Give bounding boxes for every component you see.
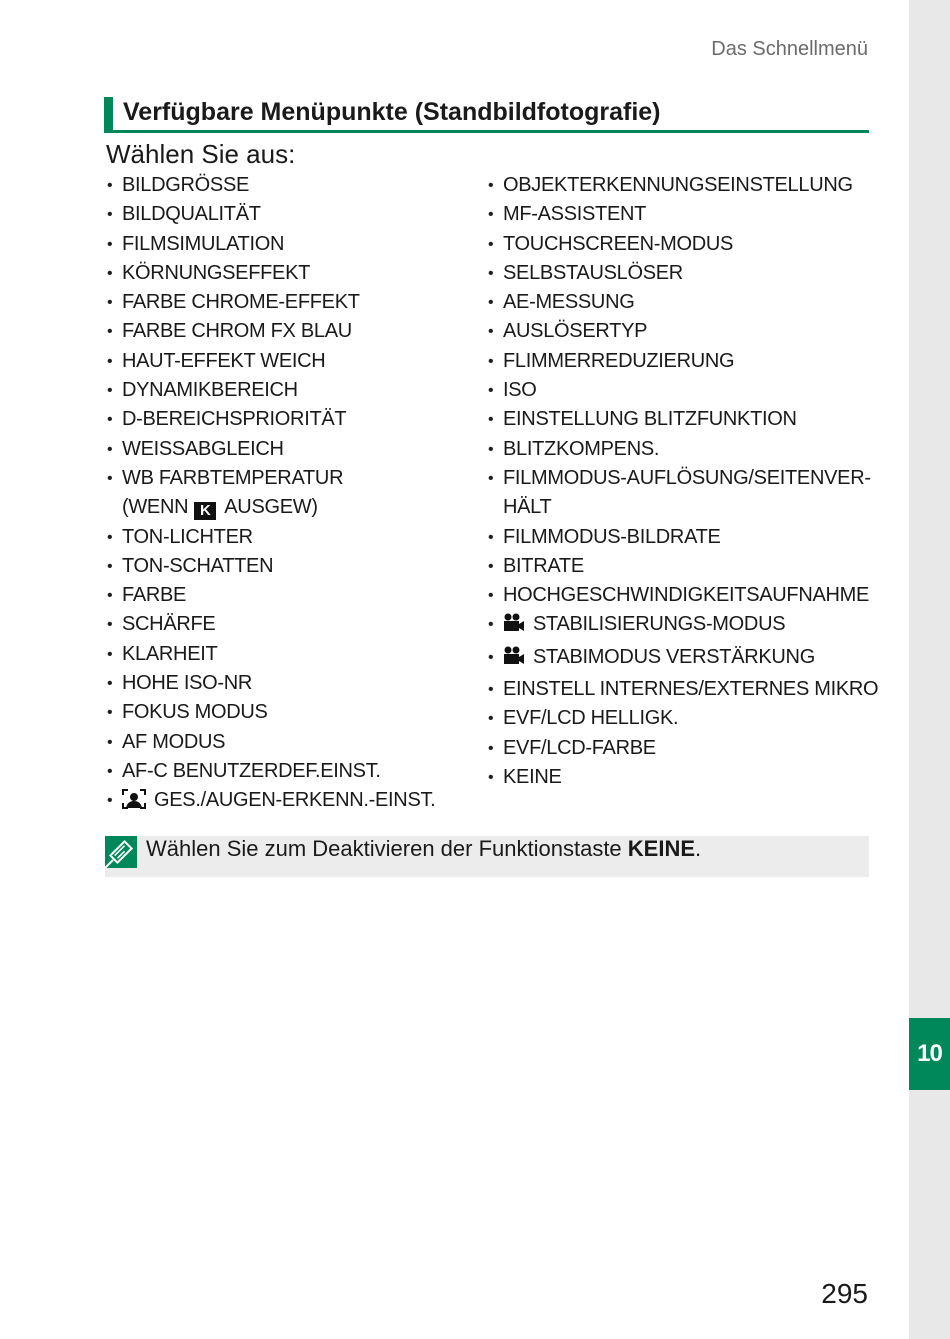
- note-pencil-icon: [105, 836, 137, 868]
- side-strip: [909, 0, 950, 1339]
- list-item: • AE-MESSUNG: [488, 291, 635, 314]
- kelvin-badge-icon: K: [194, 502, 216, 520]
- list-item: • FILMMODUS-AUFLÖSUNG/SEITENVER-: [488, 466, 871, 489]
- chapter-tab: 10: [909, 1018, 950, 1090]
- list-item: • KEINE: [488, 765, 562, 788]
- list-item: • FARBE CHROME-EFFEKT: [107, 291, 360, 314]
- list-item: • KLARHEIT: [107, 642, 218, 665]
- list-item-continuation: (WENN K AUSGEW): [122, 496, 318, 520]
- list-item: • EVF/LCD-FARBE: [488, 736, 656, 759]
- left-item-list: [106, 171, 476, 819]
- list-item: • MF-ASSISTENT: [488, 203, 647, 226]
- list-item: • DYNAMIKBEREICH: [107, 379, 298, 402]
- list-item-continuation: HÄLT: [503, 496, 552, 519]
- list-item: • TON-LICHTER: [107, 525, 253, 548]
- page-number: 295: [821, 1278, 868, 1309]
- list-item: • AF MODUS: [107, 730, 226, 753]
- note-emphasis: KEINE: [627, 836, 696, 861]
- movie-camera-icon: [503, 613, 525, 642]
- list-item: • KÖRNUNGSEFFEKT: [107, 261, 311, 284]
- list-item: • STABILISIERUNGS-MODUS: [487, 610, 882, 642]
- list-item: • FILMSIMULATION: [107, 232, 285, 255]
- list-item: • ISO: [488, 379, 537, 402]
- list-item: • FARBE: [107, 584, 187, 607]
- list-item: • FARBE CHROM FX BLAU: [107, 320, 352, 343]
- list-item: • AF-C BENUTZERDEF.EINST.: [107, 759, 381, 782]
- list-item: • SCHÄRFE: [107, 613, 216, 636]
- list-item: • SELBSTAUSLÖSER: [488, 261, 683, 284]
- list-item: • WB FARBTEMPERATUR: [107, 466, 344, 489]
- lead-text: Wählen Sie aus:: [106, 139, 296, 169]
- list-item: • FILMMODUS-BILDRATE: [488, 525, 721, 548]
- list-item: • BILDQUALITÄT: [107, 203, 261, 226]
- list-item: • BILDGRÖSSE: [107, 174, 250, 196]
- list-item: • GES./AUGEN-ERKENN.-EINST.: [106, 786, 476, 818]
- list-item: • BLITZKOMPENS.: [488, 437, 660, 460]
- list-item: • TON-SCHATTEN: [107, 554, 274, 577]
- list-item: • AUSLÖSERTYP: [488, 320, 648, 343]
- list-item: • EINSTELLUNG BLITZFUNKTION: [488, 408, 797, 431]
- list-item: • STABIMODUS VERSTÄRKUNG: [487, 643, 882, 675]
- list-item: • TOUCHSCREEN-MODUS: [488, 232, 734, 255]
- list-item: • OBJEKTERKENNUNGSEINSTELLUNG: [488, 174, 853, 196]
- list-item: • BITRATE: [488, 554, 584, 577]
- movie-camera-icon: [503, 646, 525, 675]
- list-item: • FLIMMERREDUZIERUNG: [488, 349, 735, 372]
- face-eye-detection-icon: [122, 789, 146, 818]
- running-header: Das Schnellmenü: [711, 38, 868, 60]
- list-item: • D-BEREICHSPRIORITÄT: [107, 408, 347, 431]
- list-item: • HAUT-EFFEKT WEICH: [107, 349, 326, 372]
- list-item: • HOCHGESCHWINDIGKEITSAUFNAHME: [488, 584, 870, 607]
- note-box: [105, 836, 869, 877]
- section-heading: [104, 97, 869, 133]
- list-item: • EINSTELL INTERNES/EXTERNES MIKRO: [488, 678, 879, 701]
- section-title: Verfügbare Menüpunkte (Standbildfotografie): [123, 98, 661, 126]
- list-item: • EVF/LCD HELLIGK.: [488, 707, 679, 730]
- note-text: Wählen Sie zum Deaktivieren der Funktionstaste KEINE.: [146, 836, 702, 861]
- list-item: • WEISSABGLEICH: [107, 437, 284, 460]
- list-item: • FOKUS MODUS: [107, 701, 268, 724]
- right-item-list: [487, 171, 882, 792]
- list-item: • HOHE ISO-NR: [107, 672, 253, 695]
